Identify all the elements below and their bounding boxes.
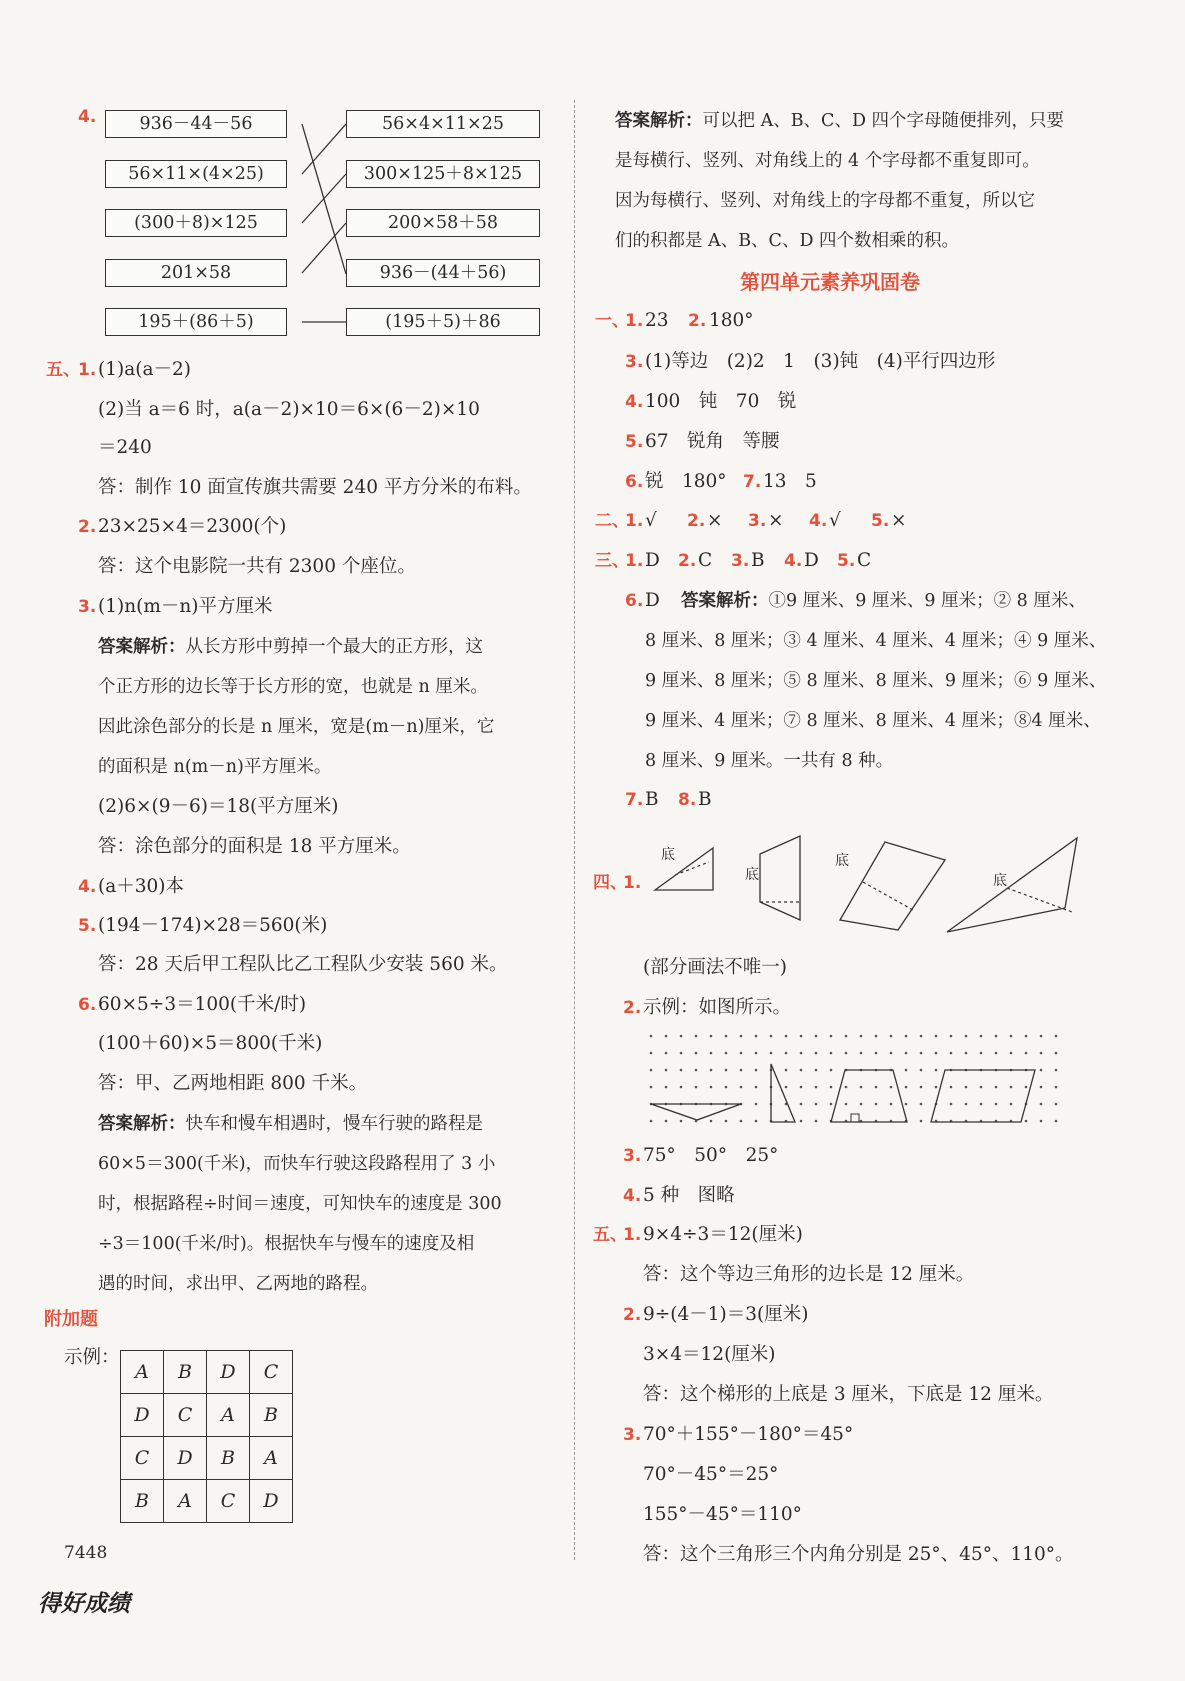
- grid-dot: [665, 1052, 668, 1055]
- q1-number: 1.: [625, 311, 644, 331]
- grid-dot: [650, 1052, 653, 1055]
- dot-grid-figure: [645, 1030, 1065, 1130]
- explanation-text: ①9 厘米、9 厘米、9 厘米；② 8 厘米、: [768, 591, 1086, 611]
- grid-dot: [755, 1103, 758, 1106]
- grid-dot: [800, 1035, 803, 1038]
- grid-dot: [935, 1035, 938, 1038]
- grid-dot: [785, 1069, 788, 1072]
- answer-line: 13 5: [763, 471, 817, 492]
- obtuse-triangle-figure: [947, 838, 1077, 932]
- grid-dot: [830, 1035, 833, 1038]
- answer-line: 67 锐角 等腰: [645, 431, 780, 452]
- grid-dot: [950, 1052, 953, 1055]
- explanation-line: [615, 108, 1064, 134]
- grid-dot: [695, 1069, 698, 1072]
- explanation-line: 个正方形的边长等于长方形的宽，也就是 n 厘米。: [98, 677, 488, 697]
- answer-line: 答：这个电影院一共有 2300 个座位。: [98, 556, 416, 577]
- right-column: [585, 0, 1185, 1681]
- section-5-heading: 五、: [593, 1225, 627, 1245]
- grid-cell: A: [121, 1351, 164, 1394]
- grid-dot: [965, 1035, 968, 1038]
- grid-dot: [830, 1086, 833, 1089]
- grid-dot: [1010, 1052, 1013, 1055]
- item-number: 2.: [687, 511, 706, 531]
- answer-mark: ×: [768, 510, 784, 531]
- grid-dot: [1010, 1035, 1013, 1038]
- grid-dot: [695, 1052, 698, 1055]
- grid-dot: [770, 1035, 773, 1038]
- grid-dot: [740, 1035, 743, 1038]
- answer-mark: ×: [707, 510, 723, 531]
- item-number: 2.: [678, 551, 697, 571]
- grid-dot: [1025, 1052, 1028, 1055]
- grid-dot: [1025, 1086, 1028, 1089]
- match-left-box: (300＋8)×125: [105, 209, 287, 237]
- grid-dot: [995, 1103, 998, 1106]
- q2-number: 2.: [688, 311, 707, 331]
- grid-dot: [695, 1035, 698, 1038]
- grid-dot: [965, 1103, 968, 1106]
- section-2-heading: 二、: [595, 511, 629, 531]
- q4-number: 4.: [78, 107, 97, 127]
- q7-number: 7.: [625, 790, 644, 810]
- grid-dot: [1040, 1069, 1043, 1072]
- explanation-line: 遇的时间，求出甲、乙两地的路程。: [98, 1274, 378, 1294]
- grid-dot: [665, 1086, 668, 1089]
- grid-dot: [1010, 1103, 1013, 1106]
- match-right-box: (195＋5)＋86: [346, 308, 540, 336]
- grid-cell: D: [250, 1480, 293, 1523]
- q1-number: 1.: [623, 1225, 642, 1245]
- explanation-text: 快车和慢车相遇时，慢车行驶的路程是: [185, 1114, 483, 1134]
- answer-line: (100＋60)×5＝800(千米): [98, 1033, 323, 1054]
- item-number: 3.: [748, 511, 767, 531]
- grid-cell: A: [207, 1394, 250, 1437]
- grid-dot: [830, 1052, 833, 1055]
- grid-dot: [800, 1086, 803, 1089]
- grid-dot: [1055, 1069, 1058, 1072]
- grid-dot: [905, 1069, 908, 1072]
- grid-dot: [1010, 1086, 1013, 1089]
- parallelogram-shape: [931, 1070, 1035, 1122]
- grid-dot: [1055, 1120, 1058, 1123]
- grid-dot: [1055, 1052, 1058, 1055]
- answer-line: 答：这个梯形的上底是 3 厘米，下底是 12 厘米。: [643, 1384, 1054, 1405]
- explanation-line: 是每横行、竖列、对角线上的 4 个字母都不重复即可。: [615, 151, 1040, 171]
- grid-dot: [920, 1035, 923, 1038]
- answer-line: (1)a(a－2): [98, 359, 191, 380]
- example-label: 示例：: [64, 1347, 120, 1368]
- grid-dot: [755, 1069, 758, 1072]
- grid-cell: B: [250, 1394, 293, 1437]
- grid-dot: [725, 1120, 728, 1123]
- grid-dot: [725, 1069, 728, 1072]
- grid-dot: [740, 1120, 743, 1123]
- grid-dot: [710, 1120, 713, 1123]
- grid-dot: [875, 1035, 878, 1038]
- match-line: [302, 174, 346, 223]
- explanation-label: 答案解析：: [98, 1114, 186, 1134]
- grid-dot: [680, 1120, 683, 1123]
- answer-choice: B: [751, 550, 765, 571]
- grid-dot: [980, 1086, 983, 1089]
- note-text: (部分画法不唯一): [643, 957, 787, 978]
- explanation-line: ÷3＝100(千米/时)。根据快车与慢车的速度及相: [98, 1234, 475, 1254]
- grid-cell: D: [121, 1394, 164, 1437]
- grid-dot: [815, 1035, 818, 1038]
- explanation-line: [98, 1111, 483, 1137]
- q2-number: 2.: [78, 517, 97, 537]
- section-5-heading: 五、: [46, 360, 80, 380]
- q6-number: 6.: [625, 472, 644, 492]
- height-figures: [645, 830, 1185, 940]
- grid-dot: [785, 1086, 788, 1089]
- grid-dot: [800, 1120, 803, 1123]
- q2-number: 2.: [623, 998, 642, 1018]
- answer-line: 5 种 图略: [643, 1185, 735, 1206]
- q3-number: 3.: [625, 352, 644, 372]
- grid-dot: [980, 1103, 983, 1106]
- answer-line: 60×5÷3＝100(千米/时): [98, 994, 307, 1015]
- grid-dot: [800, 1052, 803, 1055]
- answer-line: (1)等边 (2)2 1 (3)钝 (4)平行四边形: [645, 351, 996, 372]
- q5-number: 5.: [625, 432, 644, 452]
- item-number: 1.: [625, 511, 644, 531]
- explanation-text: 可以把 A、B、C、D 四个字母随便排列，只要: [702, 111, 1065, 131]
- answer-line: (a＋30)本: [98, 876, 185, 897]
- grid-dot: [995, 1086, 998, 1089]
- grid-dot: [725, 1035, 728, 1038]
- grid-cell: C: [250, 1351, 293, 1394]
- parallelogram-figure: [840, 842, 945, 930]
- grid-cell: D: [207, 1351, 250, 1394]
- grid-dot: [800, 1069, 803, 1072]
- footer-slogan: 得好成绩: [38, 1590, 130, 1617]
- grid-dot: [785, 1035, 788, 1038]
- grid-dot: [920, 1120, 923, 1123]
- answer-line: 答：制作 10 面宣传旗共需要 240 平方分米的布料。: [98, 477, 532, 498]
- grid-cell: B: [164, 1351, 207, 1394]
- grid-dot: [905, 1103, 908, 1106]
- grid-dot: [710, 1086, 713, 1089]
- base-label: 底: [661, 847, 675, 863]
- explanation-line: 9 厘米、4 厘米；⑦ 8 厘米、8 厘米、4 厘米；⑧4 厘米、: [645, 711, 1101, 731]
- grid-dot: [680, 1069, 683, 1072]
- grid-dot: [905, 1086, 908, 1089]
- answer-line: 70°＋155°－180°＝45°: [643, 1424, 854, 1445]
- grid-dot: [980, 1052, 983, 1055]
- match-left-box: 936－44－56: [105, 110, 287, 138]
- grid-dot: [905, 1035, 908, 1038]
- grid-dot: [995, 1035, 998, 1038]
- match-left-box: 56×11×(4×25): [105, 160, 287, 188]
- explanation-line: 因此涂色部分的长是 n 厘米，宽是(m－n)厘米，它: [98, 717, 495, 737]
- grid-dot: [890, 1052, 893, 1055]
- grid-dot: [815, 1120, 818, 1123]
- grid-dot: [815, 1052, 818, 1055]
- grid-dot: [740, 1052, 743, 1055]
- grid-dot: [935, 1086, 938, 1089]
- grid-dot: [860, 1103, 863, 1106]
- grid-cell: C: [207, 1480, 250, 1523]
- explanation-line: [98, 634, 483, 660]
- extra-heading: 附加题: [44, 1309, 98, 1330]
- answer-mark: √: [645, 510, 657, 531]
- q4-number: 4.: [625, 392, 644, 412]
- grid-dot: [650, 1035, 653, 1038]
- grid-dot: [680, 1086, 683, 1089]
- answer-line: 23×25×4＝2300(个): [98, 516, 287, 537]
- grid-cell: B: [207, 1437, 250, 1480]
- grid-dot: [1055, 1035, 1058, 1038]
- grid-cell: C: [164, 1394, 207, 1437]
- answer-choice: C: [698, 550, 713, 571]
- q3-number: 3.: [78, 597, 97, 617]
- grid-dot: [950, 1103, 953, 1106]
- grid-dot: [890, 1035, 893, 1038]
- q6-number: 6.: [78, 995, 97, 1015]
- q3-number: 3.: [623, 1146, 642, 1166]
- grid-dot: [920, 1086, 923, 1089]
- grid-dot: [1040, 1103, 1043, 1106]
- answer-line: (2)当 a＝6 时，a(a－2)×10＝6×(6－2)×10: [98, 399, 480, 420]
- answer-line: 75° 50° 25°: [643, 1145, 779, 1166]
- grid-dot: [845, 1103, 848, 1106]
- match-line: [302, 124, 346, 174]
- q7-number: 7.: [743, 472, 762, 492]
- grid-dot: [1025, 1120, 1028, 1123]
- match-right-box: 56×4×11×25: [346, 110, 540, 138]
- trapezoid-shape: [831, 1070, 907, 1122]
- grid-dot: [860, 1086, 863, 1089]
- answer-line: ＝240: [98, 437, 152, 458]
- grid-dot: [935, 1069, 938, 1072]
- grid-dot: [815, 1103, 818, 1106]
- match-right-box: 936－(44＋56): [346, 259, 540, 287]
- base-label: 底: [993, 873, 1007, 889]
- answer-line: 3×4＝12(厘米): [643, 1344, 776, 1365]
- grid-dot: [710, 1052, 713, 1055]
- answer-mark: ×: [891, 510, 907, 531]
- grid-dot: [1055, 1103, 1058, 1106]
- answer-choice: C: [857, 550, 872, 571]
- grid-dot: [665, 1035, 668, 1038]
- grid-dot: [950, 1086, 953, 1089]
- grid-cell: A: [250, 1437, 293, 1480]
- matching-lines: [0, 0, 575, 360]
- grid-dot: [665, 1069, 668, 1072]
- explanation-label: 答案解析：: [98, 637, 186, 657]
- grid-dot: [830, 1069, 833, 1072]
- answer-choice: D: [645, 590, 660, 611]
- triangle-shape: [651, 1104, 741, 1120]
- answer-line: 23: [645, 310, 669, 331]
- answer-line: 155°－45°＝110°: [643, 1504, 802, 1525]
- grid-dot: [695, 1086, 698, 1089]
- grid-dot: [875, 1086, 878, 1089]
- q1-number: 1.: [623, 873, 642, 893]
- explanation-line: 们的积都是 A、B、C、D 四个数相乘的积。: [615, 231, 960, 251]
- grid-dot: [755, 1120, 758, 1123]
- letter-grid: [120, 1350, 293, 1523]
- grid-dot: [650, 1069, 653, 1072]
- grid-dot: [935, 1052, 938, 1055]
- explanation-line: 时，根据路程÷时间＝速度，可知快车的速度是 300: [98, 1194, 502, 1214]
- answer-line: 答：涂色部分的面积是 18 平方厘米。: [98, 836, 411, 857]
- left-column: [0, 0, 575, 1681]
- answer-line: 答：这个三角形三个内角分别是 25°、45°、110°。: [643, 1544, 1074, 1565]
- grid-dot: [740, 1086, 743, 1089]
- grid-dot: [1040, 1120, 1043, 1123]
- section-1-heading: 一、: [595, 311, 629, 331]
- section-3-heading: 三、: [595, 551, 629, 571]
- explanation-line: 的面积是 n(m－n)平方厘米。: [98, 757, 332, 777]
- section-4-heading: 四、: [593, 873, 627, 893]
- q5-number: 5.: [78, 916, 97, 936]
- explanation-line: 8 厘米、9 厘米。一共有 8 种。: [645, 751, 894, 771]
- grid-dot: [950, 1035, 953, 1038]
- explanation-label: 答案解析：: [681, 591, 769, 611]
- item-number: 3.: [731, 551, 750, 571]
- item-number: 1.: [625, 551, 644, 571]
- match-right-box: 300×125＋8×125: [346, 160, 540, 188]
- q1-number: 1.: [78, 360, 97, 380]
- grid-dot: [920, 1069, 923, 1072]
- grid-dot: [845, 1086, 848, 1089]
- grid-dot: [1055, 1086, 1058, 1089]
- grid-dot: [1040, 1035, 1043, 1038]
- grid-dot: [875, 1052, 878, 1055]
- q3-number: 3.: [623, 1425, 642, 1445]
- grid-dot: [710, 1069, 713, 1072]
- grid-dot: [965, 1086, 968, 1089]
- q8-number: 8.: [678, 790, 697, 810]
- grid-dot: [710, 1035, 713, 1038]
- grid-dot: [650, 1120, 653, 1123]
- match-left-box: 201×58: [105, 259, 287, 287]
- grid-cell: B: [121, 1480, 164, 1523]
- answer-line: (1)n(m－n)平方厘米: [98, 596, 273, 617]
- answer-line: 答：这个等边三角形的边长是 12 厘米。: [643, 1264, 975, 1285]
- grid-dot: [980, 1035, 983, 1038]
- q2-number: 2.: [623, 1305, 642, 1325]
- page-code: 7448: [64, 1543, 108, 1563]
- item-number: 5.: [871, 511, 890, 531]
- item-number: 4.: [784, 551, 803, 571]
- grid-dot: [1040, 1052, 1043, 1055]
- grid-dot: [890, 1086, 893, 1089]
- grid-dot: [650, 1086, 653, 1089]
- grid-dot: [680, 1035, 683, 1038]
- trapezoid-figure: [760, 836, 800, 920]
- answer-line: 100 钝 70 锐: [645, 391, 797, 412]
- match-right-box: 200×58＋58: [346, 209, 540, 237]
- base-label: 底: [835, 853, 849, 869]
- grid-dot: [875, 1103, 878, 1106]
- explanation-line: 9 厘米、8 厘米；⑤ 8 厘米、8 厘米、9 厘米；⑥ 9 厘米、: [645, 671, 1107, 691]
- grid-dot: [905, 1052, 908, 1055]
- grid-dot: [845, 1035, 848, 1038]
- right-triangle-shape: [771, 1064, 795, 1122]
- grid-dot: [1025, 1035, 1028, 1038]
- grid-cell: A: [164, 1480, 207, 1523]
- answer-line: 180°: [709, 310, 754, 331]
- grid-dot: [665, 1120, 668, 1123]
- answer-line: 锐 180°: [645, 471, 727, 492]
- grid-dot: [995, 1052, 998, 1055]
- grid-dot: [755, 1052, 758, 1055]
- answer-choice: D: [804, 550, 819, 571]
- grid-dot: [755, 1086, 758, 1089]
- grid-dot: [785, 1052, 788, 1055]
- grid-dot: [860, 1035, 863, 1038]
- answer-line: 9÷(4－1)＝3(厘米): [643, 1304, 809, 1325]
- grid-dot: [755, 1035, 758, 1038]
- unit-title: 第四单元素养巩固卷: [740, 270, 920, 294]
- q4-number: 4.: [78, 877, 97, 897]
- answer-choice: B: [698, 789, 712, 810]
- grid-cell: C: [121, 1437, 164, 1480]
- explanation-line: 因为每横行、竖列、对角线上的字母都不重复，所以它: [615, 191, 1035, 211]
- grid-dot: [860, 1052, 863, 1055]
- answer-line: (194－174)×28＝560(米): [98, 915, 328, 936]
- explanation-line: 8 厘米、8 厘米；③ 4 厘米、4 厘米、4 厘米；④ 9 厘米、: [645, 631, 1107, 651]
- explanation-label: 答案解析：: [615, 111, 703, 131]
- answer-choice: D: [645, 550, 660, 571]
- q4-number: 4.: [623, 1186, 642, 1206]
- grid-dot: [725, 1086, 728, 1089]
- grid-dot: [920, 1103, 923, 1106]
- right-angle-mark: [851, 1114, 859, 1122]
- explanation-line: [681, 588, 1086, 614]
- grid-dot: [845, 1052, 848, 1055]
- grid-dot: [680, 1052, 683, 1055]
- grid-dot: [920, 1052, 923, 1055]
- grid-dot: [815, 1086, 818, 1089]
- q6-number: 6.: [625, 591, 644, 611]
- answer-line: 70°－45°＝25°: [643, 1464, 779, 1485]
- grid-dot: [890, 1103, 893, 1106]
- match-left-box: 195＋(86＋5): [105, 308, 287, 336]
- explanation-text: 从长方形中剪掉一个最大的正方形，这: [185, 637, 483, 657]
- answer-line: (2)6×(9－6)＝18(平方厘米): [98, 796, 339, 817]
- match-line: [302, 223, 346, 273]
- answer-line: 答：甲、乙两地相距 800 千米。: [98, 1073, 368, 1094]
- answer-mark: √: [829, 510, 841, 531]
- grid-dot: [830, 1103, 833, 1106]
- grid-dot: [770, 1052, 773, 1055]
- item-number: 5.: [837, 551, 856, 571]
- answer-line: 9×4÷3＝12(厘米): [643, 1224, 803, 1245]
- grid-dot: [1040, 1086, 1043, 1089]
- grid-dot: [965, 1052, 968, 1055]
- base-label: 底: [745, 867, 759, 883]
- answer-line: 答：28 天后甲工程队比乙工程队少安装 560 米。: [98, 954, 508, 975]
- grid-dot: [800, 1103, 803, 1106]
- item-number: 4.: [809, 511, 828, 531]
- explanation-line: 60×5＝300(千米)，而快车行驶这段路程用了 3 小: [98, 1154, 496, 1174]
- grid-dot: [725, 1052, 728, 1055]
- grid-cell: D: [164, 1437, 207, 1480]
- grid-dot: [815, 1069, 818, 1072]
- answer-line: 示例：如图所示。: [643, 997, 792, 1018]
- answer-choice: B: [645, 789, 659, 810]
- grid-dot: [740, 1069, 743, 1072]
